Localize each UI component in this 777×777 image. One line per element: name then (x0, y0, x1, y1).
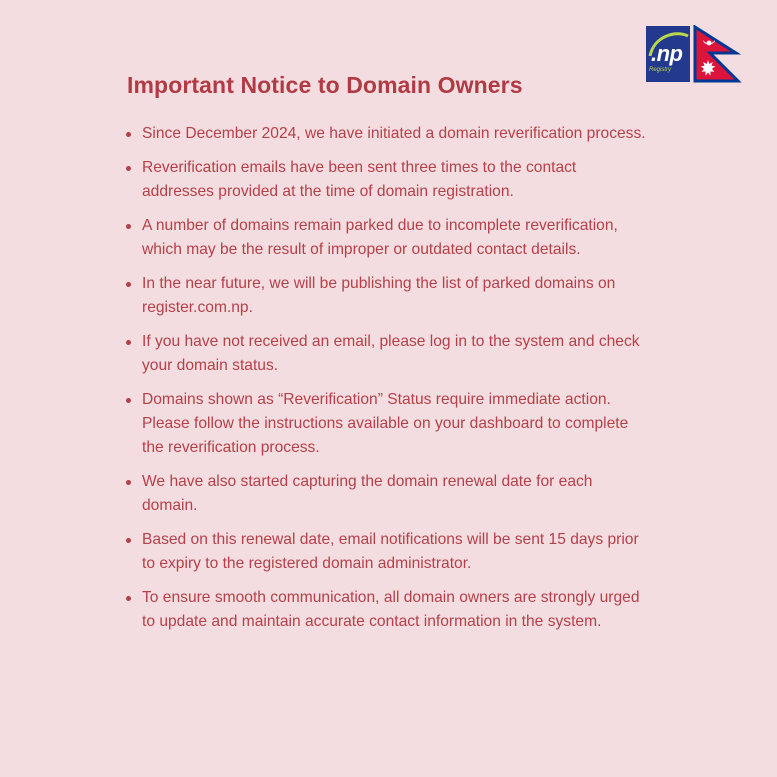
list-item: Based on this renewal date, email notifications will be sent 15 days prior to expiry to the registered domain administrator. (142, 528, 647, 576)
np-logo-text: .np (651, 41, 683, 66)
list-item: If you have not received an email, please log in to the system and check your domain status. (142, 330, 647, 378)
notice-list (142, 122, 647, 644)
logo-group (646, 25, 742, 83)
list-item: Domains shown as “Reverification” Status require immediate action. Please follow the instructions available on your dashboard to complete the reverification process. (142, 388, 647, 460)
list-item: In the near future, we will be publishing the list of parked domains on register.com.np. (142, 272, 647, 320)
np-registry-logo (646, 26, 690, 82)
np-logo-subtext: Registry (649, 67, 672, 73)
list-item: Reverification emails have been sent three times to the contact addresses provided at the time of domain registration. (142, 156, 647, 204)
page-title: Important Notice to Domain Owners (127, 72, 523, 98)
list-item: A number of domains remain parked due to incomplete reverification, which may be the result of improper or outdated contact details. (142, 214, 647, 262)
list-item: To ensure smooth communication, all domain owners are strongly urged to update and maintain accurate contact information in the system. (142, 586, 647, 634)
list-item: Since December 2024, we have initiated a domain reverification process. (142, 122, 647, 146)
nepal-flag-icon (692, 25, 742, 83)
list-item: We have also started capturing the domain renewal date for each domain. (142, 470, 647, 518)
